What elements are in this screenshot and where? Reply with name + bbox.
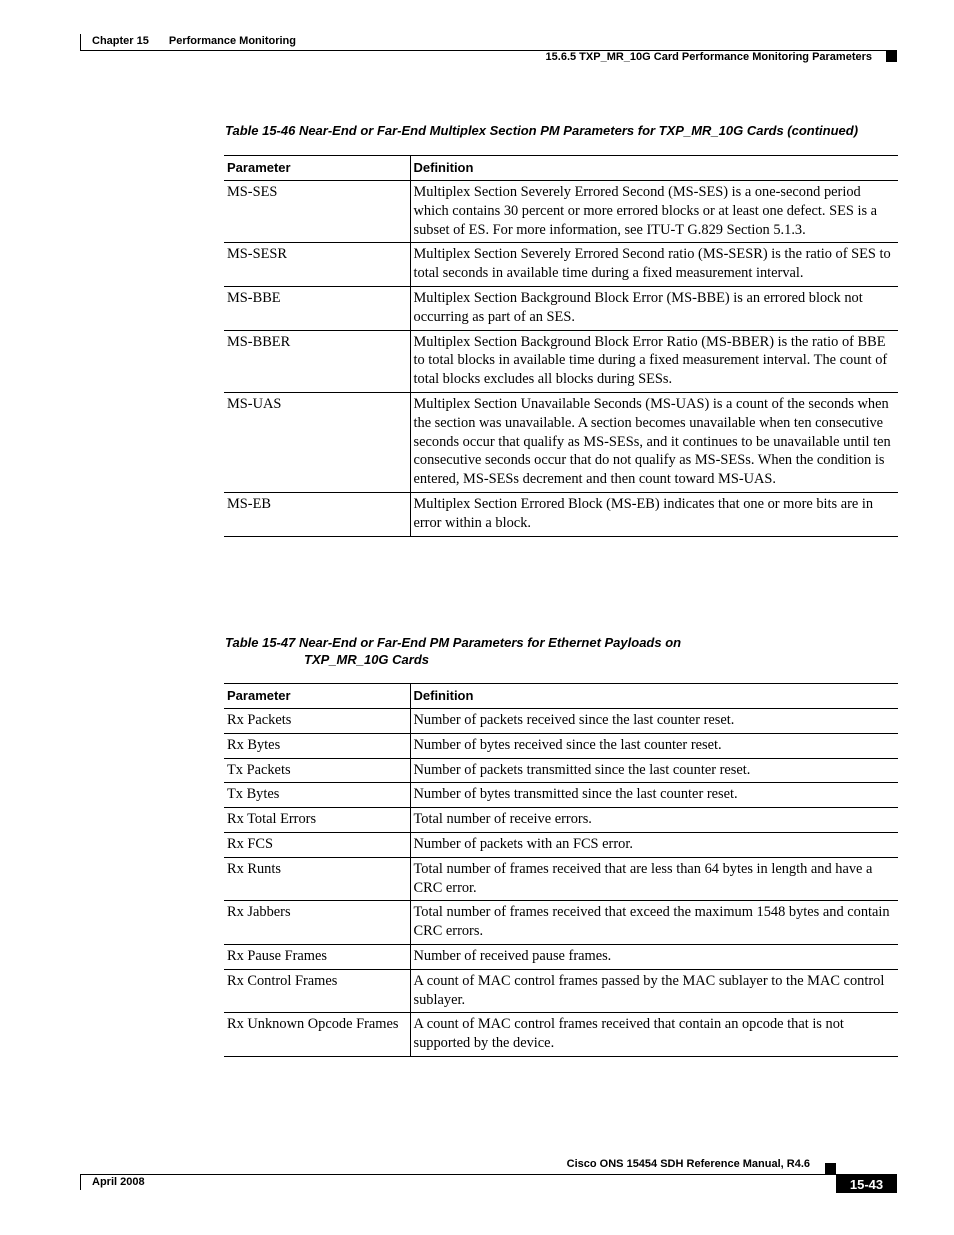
parameter-cell: Rx FCS [224, 832, 410, 857]
table-row [224, 492, 898, 536]
table-47-caption-line-2: TXP_MR_10G Cards [304, 652, 429, 667]
table-header-row [224, 156, 898, 181]
table-row [224, 709, 898, 734]
definition-cell: Multiplex Section Severely Errored Second (MS-SES) is a one-second period which contains 30 percent or more errored blocks or at least one defect. SES is a subset of ES. For more information, see ITU-T G.829 Section 5.1.3. [410, 181, 898, 243]
table-row [224, 901, 898, 945]
table-row [224, 330, 898, 392]
column-header-definition: Definition [410, 684, 898, 709]
table-47-caption [225, 634, 681, 668]
parameter-cell: Tx Bytes [224, 783, 410, 808]
parameter-cell: MS-BBER [224, 330, 410, 392]
table-row [224, 243, 898, 287]
column-header-definition: Definition [410, 156, 898, 181]
table-row [224, 857, 898, 901]
definition-cell: Number of packets received since the last counter reset. [410, 709, 898, 734]
table-row [224, 969, 898, 1013]
footer-date: April 2008 [92, 1176, 145, 1188]
definition-cell: Multiplex Section Severely Errored Second ratio (MS-SESR) is the ratio of SES to total seconds in available time during a fixed measurement interval. [410, 243, 898, 287]
parameter-cell: Rx Runts [224, 857, 410, 901]
parameter-cell: Tx Packets [224, 758, 410, 783]
parameter-cell: Rx Pause Frames [224, 944, 410, 969]
parameter-cell: Rx Control Frames [224, 969, 410, 1013]
parameter-cell: MS-SESR [224, 243, 410, 287]
parameter-cell: MS-SES [224, 181, 410, 243]
column-header-parameter: Parameter [224, 156, 410, 181]
table-header-row [224, 684, 898, 709]
chapter-number: Chapter 15 [92, 35, 149, 47]
table-row [224, 392, 898, 492]
definition-cell: Multiplex Section Errored Block (MS-EB) indicates that one or more bits are in error within a block. [410, 492, 898, 536]
definition-cell: Multiplex Section Unavailable Seconds (MS-UAS) is a count of the seconds when the section was unavailable. A section becomes unavailable when ten consecutive seconds occur that qualify as MS-SESs, and it continues to be unavailable until ten consecutive seconds occur that do not qualify as MS-SESs. When the condition is entered, MS-SESs decrement and then count toward MS-UAS. [410, 392, 898, 492]
parameter-cell: Rx Unknown Opcode Frames [224, 1013, 410, 1057]
table-46-caption: Table 15-46 Near-End or Far-End Multiplex Section PM Parameters for TXP_MR_10G Cards (continued) [225, 123, 859, 138]
parameter-cell: MS-UAS [224, 392, 410, 492]
definition-cell: Number of packets transmitted since the last counter reset. [410, 758, 898, 783]
parameter-cell: MS-BBE [224, 286, 410, 330]
table-row [224, 944, 898, 969]
definition-cell: Multiplex Section Background Block Error (MS-BBE) is an errored block not occurring as part of an SES. [410, 286, 898, 330]
parameter-cell: Rx Total Errors [224, 808, 410, 833]
table-row [224, 733, 898, 758]
table-row [224, 286, 898, 330]
definition-cell: Number of received pause frames. [410, 944, 898, 969]
table-row [224, 808, 898, 833]
column-header-parameter: Parameter [224, 684, 410, 709]
table-47 [224, 683, 898, 1057]
definition-cell: Total number of frames received that exceed the maximum 1548 bytes and contain CRC errors. [410, 901, 898, 945]
table-row [224, 758, 898, 783]
definition-cell: Number of bytes transmitted since the last counter reset. [410, 783, 898, 808]
header-left-bar [80, 34, 81, 51]
footer-rule [80, 1174, 897, 1175]
chapter-title: Performance Monitoring [168, 35, 296, 47]
table-row [224, 181, 898, 243]
running-header-chapter [92, 35, 296, 47]
definition-cell: Total number of frames received that are less than 64 bytes in length and have a CRC error. [410, 857, 898, 901]
definition-cell: Number of bytes received since the last counter reset. [410, 733, 898, 758]
table-row [224, 783, 898, 808]
footer-left-bar [80, 1174, 81, 1190]
definition-cell: A count of MAC control frames received that contain an opcode that is not supported by the device. [410, 1013, 898, 1057]
table-row [224, 1013, 898, 1057]
table-46 [224, 155, 898, 537]
header-marker-square [886, 51, 897, 62]
definition-cell: Multiplex Section Background Block Error Ratio (MS-BBER) is the ratio of BBE to total blocks in available time during a fixed measurement interval. The count of total blocks excludes all blocks during SESs. [410, 330, 898, 392]
page-number: 15-43 [836, 1175, 897, 1193]
parameter-cell: Rx Jabbers [224, 901, 410, 945]
footer-marker-square [825, 1163, 836, 1174]
definition-cell: A count of MAC control frames passed by the MAC sublayer to the MAC control sublayer. [410, 969, 898, 1013]
table-47-caption-line-1: Table 15-47 Near-End or Far-End PM Parameters for Ethernet Payloads on [225, 635, 682, 650]
parameter-cell: Rx Bytes [224, 733, 410, 758]
running-header-section: 15.6.5 TXP_MR_10G Card Performance Monitoring Parameters [545, 51, 872, 63]
definition-cell: Total number of receive errors. [410, 808, 898, 833]
parameter-cell: Rx Packets [224, 709, 410, 734]
definition-cell: Number of packets with an FCS error. [410, 832, 898, 857]
table-row [224, 832, 898, 857]
footer-manual-title: Cisco ONS 15454 SDH Reference Manual, R4.6 [566, 1158, 810, 1170]
parameter-cell: MS-EB [224, 492, 410, 536]
